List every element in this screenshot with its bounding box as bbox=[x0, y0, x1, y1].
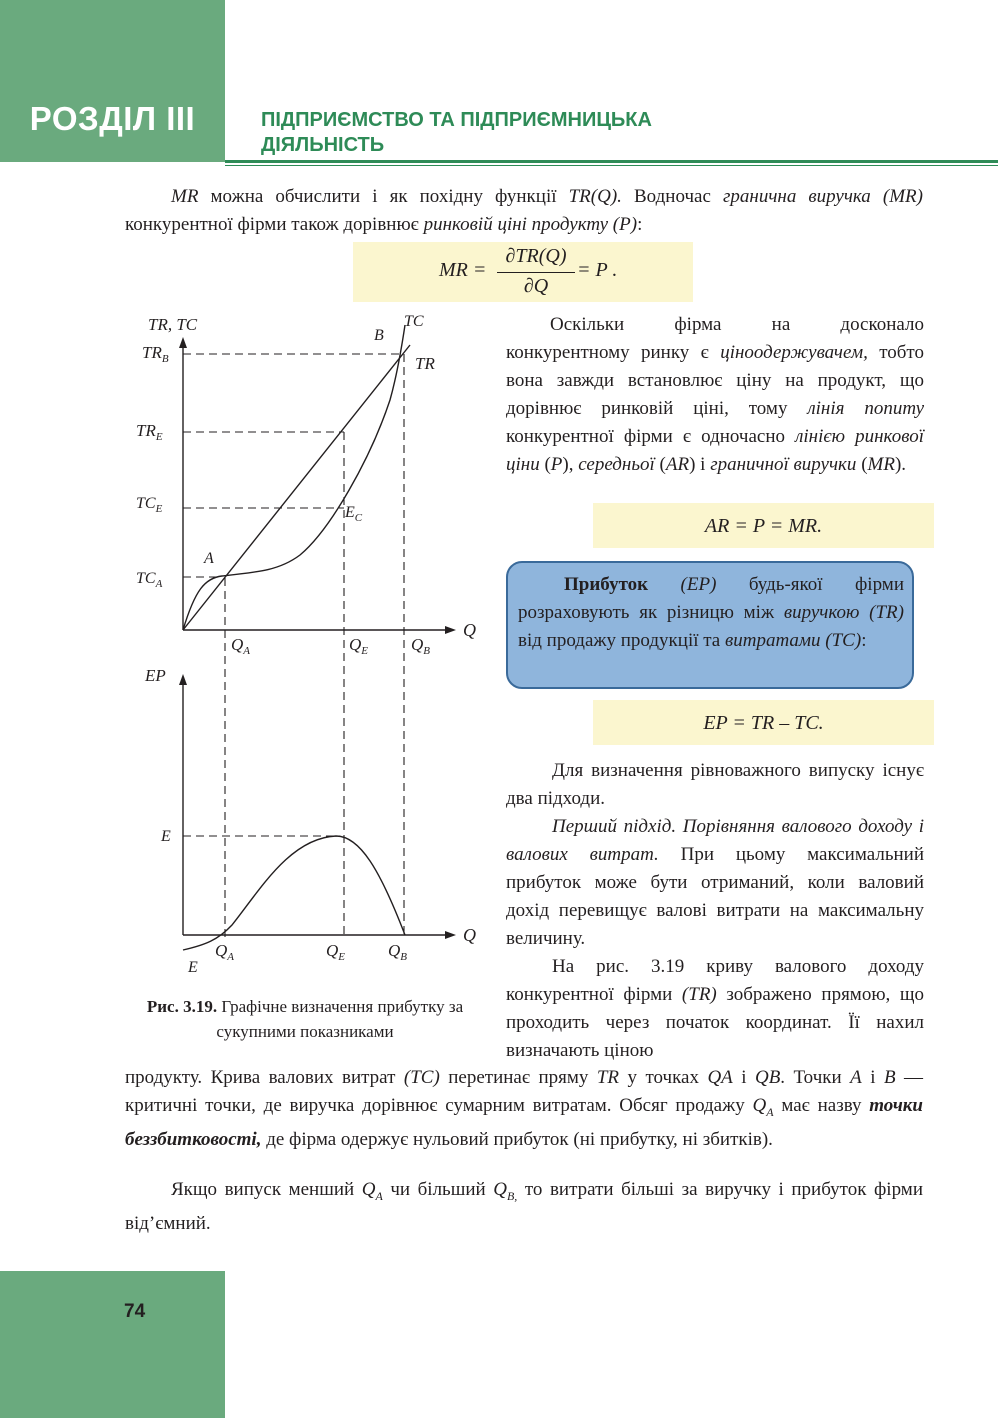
label-e-low: E bbox=[188, 959, 198, 976]
top-y-label: TR, TC bbox=[148, 315, 198, 334]
bottom-x-label: Q bbox=[463, 925, 476, 945]
page-number: 74 bbox=[124, 1301, 146, 1322]
footer-band bbox=[0, 1271, 225, 1418]
bottom-paragraph: продукту. Крива валових витрат (TC) перетинає пряму TR у точках QA і QB. Точки A і B — критичні точки, де виручка дорівнює сумарним витратам. Обсяг продажу $Q_A$ має назву точки беззбитковості, де фірма одержує нульовий прибуток (ні прибутку, ні збитків). bbox=[125, 1067, 924, 1150]
top-x-arrow bbox=[445, 626, 456, 634]
label-tca: $TC_A$ bbox=[136, 570, 163, 590]
label-qe-top: $Q_E$ bbox=[349, 635, 369, 657]
bottom-y-arrow bbox=[179, 674, 187, 685]
profit-definition-text: Прибуток (EP) будь-якої фірми розраховують як різницю між виручкою (TR) від продажу продукції та витратами (TC): bbox=[518, 574, 904, 651]
label-qa-top: $Q_A$ bbox=[231, 635, 251, 657]
chapter-label: РОЗДІЛ III bbox=[29, 100, 196, 137]
label-point-b: B bbox=[374, 327, 384, 344]
mr-formula: MR = ∂TR(Q) ∂Q = P . bbox=[353, 242, 693, 302]
label-curve-tr: TR bbox=[415, 354, 435, 373]
conclusion-paragraph: Якщо випуск менший $Q_A$ чи більший $Q_{B,}$ то витрати більші за виручку і прибуток фірми від’ємний. bbox=[125, 1179, 923, 1234]
label-qb-bottom: $Q_B$ bbox=[388, 941, 408, 963]
label-point-a: A bbox=[204, 550, 214, 567]
bottom-y-label: EP bbox=[145, 666, 166, 685]
bottom-x-arrow bbox=[445, 931, 456, 939]
label-e-level: E bbox=[161, 828, 171, 845]
figure-caption: Рис. 3.19. Графічне визначення прибутку за сукупними показниками bbox=[146, 997, 464, 1041]
label-ec: $E_C$ bbox=[345, 504, 363, 524]
label-qb-top: $Q_B$ bbox=[411, 635, 431, 657]
top-x-label: Q bbox=[463, 620, 476, 640]
first-approach: Перший підхід. Порівняння валового доходу і валових витрат. При цьому максимальний прибуток може бути отриманий, коли валовий дохід перевищує валові витрати на максимальну величину. bbox=[506, 816, 924, 949]
ar-formula: AR = P = MR. bbox=[593, 503, 934, 548]
intro-paragraph: MR можна обчислити і як похідну функції TR(Q). Водночас гранична виручка (MR) конкурентної фірми також дорівнює ринковій ціні продукту (P): bbox=[125, 186, 923, 235]
label-tce: $TC_E$ bbox=[136, 495, 163, 515]
tc-curve bbox=[183, 325, 405, 630]
right-line-1: Оскільки фірма на досконало bbox=[550, 314, 924, 335]
ep-formula: EP = TR – TC. bbox=[593, 700, 934, 745]
approach-intro: Для визначення рівноважного випуску існує два підходи. bbox=[506, 760, 924, 809]
label-qa-bottom: $Q_A$ bbox=[215, 941, 235, 963]
label-trb: $TR_B$ bbox=[142, 343, 169, 365]
label-curve-tc: TC bbox=[404, 313, 424, 330]
fig-description: На рис. 3.19 криву валового доходу конкурентної фірми (TR) зображено прямою, що проходить через початок координат. Її нахил визначають ціною bbox=[506, 956, 924, 1061]
label-tre: $TR_E$ bbox=[136, 421, 163, 443]
top-y-arrow bbox=[179, 337, 187, 348]
chapter-title-line1: ПІДПРИЄМСТВО ТА ПІДПРИЄМНИЦЬКА bbox=[261, 109, 652, 131]
chapter-title-line2: ДІЯЛЬНІСТЬ bbox=[261, 134, 385, 156]
ep-curve bbox=[183, 836, 405, 950]
tr-line bbox=[183, 345, 410, 630]
right-paragraph: конкурентному ринку є ціноодержувачем, тобто вона завжди встановлює ціну на продукт, що дорівнює ринковій ціні, тому лінія попиту конкурентної фірми є одночасно лінією ринкової ціни (P), середньої (AR) і граничної виручки (MR). bbox=[506, 342, 925, 475]
label-qe-bottom: $Q_E$ bbox=[326, 941, 346, 963]
